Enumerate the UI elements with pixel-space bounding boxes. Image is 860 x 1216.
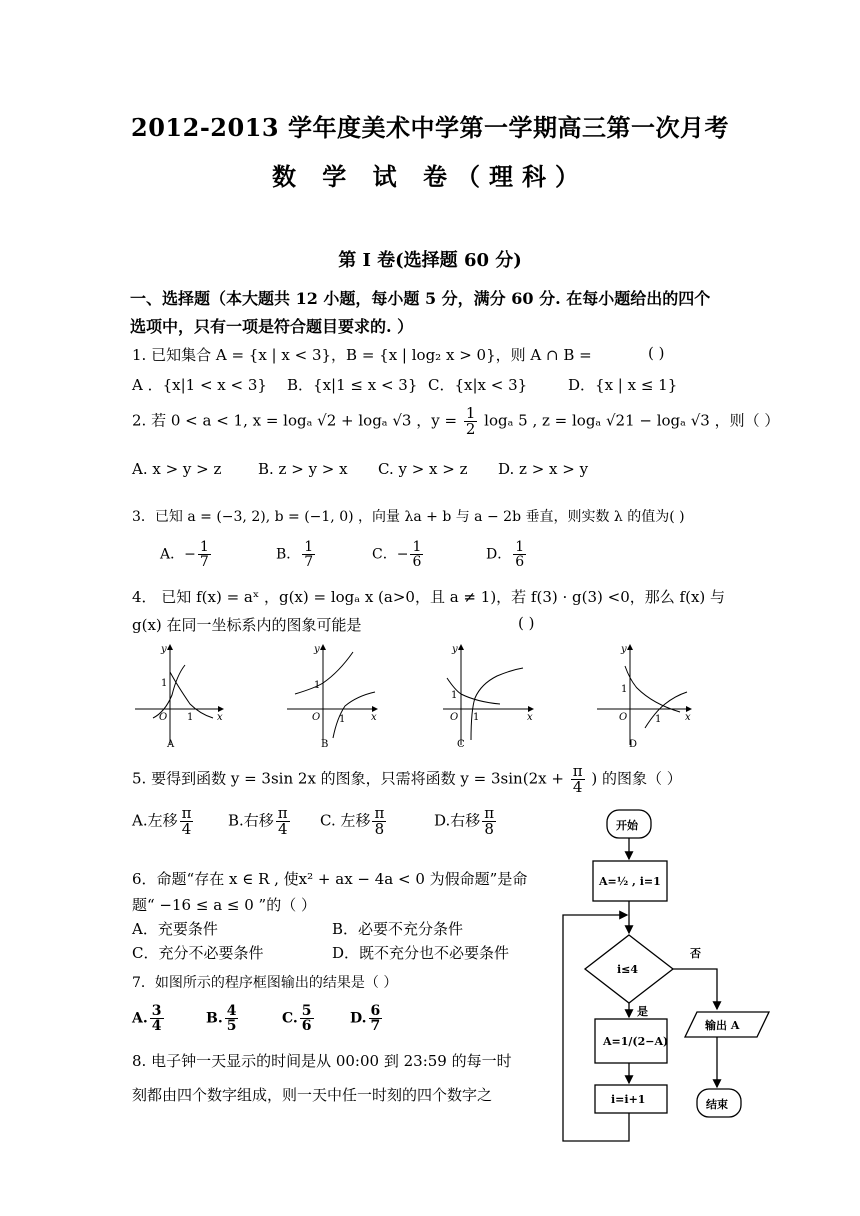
q4-a-x-label: x xyxy=(217,712,223,723)
flowchart-init-label: A=½ , i=1 xyxy=(599,875,661,888)
q3-c-den: 6 xyxy=(412,554,422,570)
flowchart xyxy=(555,805,785,1150)
q7-c-num: 5 xyxy=(301,1003,312,1019)
q2-frac-num: 1 xyxy=(465,404,476,422)
q5-d-num: π xyxy=(484,804,495,822)
q2-option-a: A. x > y > z xyxy=(132,460,222,478)
q7-b-num: 4 xyxy=(226,1003,237,1019)
q4-d-tick-y: 1 xyxy=(621,684,628,695)
q1-option-d: D．{x | x ≤ 1} xyxy=(568,376,678,394)
q4-c-tick-y: 1 xyxy=(451,690,458,701)
q7-d-label: D. xyxy=(350,1010,367,1027)
q3-b-den: 7 xyxy=(304,554,314,570)
q7-a-den: 4 xyxy=(151,1018,162,1034)
flowchart-cond-label: i≤4 xyxy=(617,963,639,976)
q2-option-d: D. z > x > y xyxy=(498,460,589,478)
q5-b-num: π xyxy=(277,804,288,822)
q7-d-num: 6 xyxy=(370,1003,381,1019)
q4-b-tick-x: 1 xyxy=(339,714,346,725)
q5-d-den: 8 xyxy=(484,820,494,838)
q3-c-num: 1 xyxy=(412,539,422,555)
q7-option-b xyxy=(206,1004,240,1033)
q4-c-y-label: y xyxy=(452,644,458,655)
q5-c-label: C. 左移 xyxy=(320,811,371,830)
q4-graph-c xyxy=(443,644,533,750)
q7-c-label: C. xyxy=(282,1010,298,1027)
q4-graph-a xyxy=(135,644,223,750)
q4-b-y-label: y xyxy=(314,644,320,655)
q5-stem-part-a: 5. 要得到函数 y = 3sin 2x 的图象，只需将函数 y = 3sin(2x + xyxy=(132,769,564,788)
q4-graphs xyxy=(125,640,715,754)
q5-fraction xyxy=(571,764,585,795)
q6-line2: 题“ −16 ≤ a ≤ 0 ”的（ ） xyxy=(132,896,316,914)
q7-a-frac xyxy=(150,1004,164,1033)
q7-c-den: 6 xyxy=(301,1018,312,1034)
q4-a-tick-y: 1 xyxy=(161,678,168,689)
q7-option-a xyxy=(132,1004,166,1033)
q3-a-den: 7 xyxy=(199,554,209,570)
q2-option-c: C. y > x > z xyxy=(378,460,468,478)
q7-a-label: A. xyxy=(132,1010,148,1027)
q3-option-a-label: A． xyxy=(160,546,185,563)
q6-option-a: A．充要条件 xyxy=(132,920,218,938)
q4-d-tick-x: 1 xyxy=(655,714,662,725)
q2-stem-part-a: 2. 若 0 < a < 1, x = logₐ √2 + logₐ √3 ，y = xyxy=(132,411,458,430)
q6-option-d: D．既不充分也不必要条件 xyxy=(332,944,510,962)
q4-b-tick-y: 1 xyxy=(314,680,321,691)
q5-b-label: B.右移 xyxy=(228,811,274,830)
q4-c-label: C xyxy=(457,739,465,750)
q8-line1: 8. 电子钟一天显示的时间是从 00:00 到 23:59 的每一时 xyxy=(132,1052,512,1070)
q3-option-a-sign: − xyxy=(184,546,196,563)
q2-frac-den: 2 xyxy=(465,420,476,438)
q5-stem-part-b: ) 的图象（ ） xyxy=(591,769,682,788)
q3-a-num: 1 xyxy=(199,539,209,555)
q5-frac-den: 4 xyxy=(572,778,583,796)
flowchart-incr-label: i=i+1 xyxy=(611,1093,646,1106)
q4-paren: ( ) xyxy=(518,614,535,632)
q3-option-c-label: C． xyxy=(372,546,397,563)
exam-title-line2: 数 学 试 卷（理科） xyxy=(271,162,589,191)
flowchart-no-label: 否 xyxy=(690,947,701,960)
part1-heading-line2: 选项中，只有一项是符合题目要求的. ） xyxy=(130,317,414,336)
q1-stem: 1. 已知集合 A = {x | x < 3}，B = {x | log₂ x > 0}，则 A ∩ B = xyxy=(132,346,592,364)
q4-d-x-label: x xyxy=(685,712,691,723)
q6-line1: 6．命题“存在 x ∈ R , 使x² + ax − 4a < 0 为假命题”是命 xyxy=(132,870,528,888)
flowchart-start-label: 开始 xyxy=(616,819,638,832)
q4-d-origin: O xyxy=(619,712,628,723)
q3-option-d-label: D． xyxy=(486,546,512,563)
q4-c-tick-x: 1 xyxy=(473,712,480,723)
q5-d-frac xyxy=(482,806,496,837)
q4-a-y-label: y xyxy=(161,644,167,655)
q4-b-origin: O xyxy=(312,712,321,723)
flowchart-yes-label: 是 xyxy=(637,1005,648,1018)
q7-b-frac xyxy=(225,1004,239,1033)
q1-option-a: A ．{x|1 < x < 3} xyxy=(132,376,267,394)
q4-b-x-label: x xyxy=(371,712,377,723)
q3-option-c-sign: − xyxy=(396,546,409,563)
q5-b-den: 4 xyxy=(277,820,288,838)
q4-a-tick-x: 1 xyxy=(187,712,194,723)
q5-option-c xyxy=(320,806,388,837)
q2-option-b: B. z > y > x xyxy=(258,460,348,478)
q6-option-b: B．必要不充分条件 xyxy=(332,920,464,938)
q4-c-origin: O xyxy=(450,712,459,723)
q3-option-b xyxy=(276,540,317,569)
q5-a-num: π xyxy=(181,804,192,822)
q3-d-den: 6 xyxy=(515,554,525,570)
flowchart-output-label: 输出 A xyxy=(705,1019,740,1032)
q5-option-a xyxy=(132,806,195,837)
q3-option-c xyxy=(372,540,425,569)
q4-a-origin: O xyxy=(159,712,168,723)
q4-a-label: A xyxy=(167,739,175,750)
q2-stem xyxy=(132,406,779,437)
q4-graph-b xyxy=(287,644,377,750)
q7-option-d xyxy=(350,1004,384,1033)
q5-frac-num: π xyxy=(572,762,583,780)
q3-option-a xyxy=(160,540,213,569)
part1-heading-line1: 一、选择题（本大题共 12 小题，每小题 5 分，满分 60 分. 在每小题给出的四个 xyxy=(130,289,711,308)
q3-option-b-label: B． xyxy=(276,546,301,563)
q7-b-den: 5 xyxy=(226,1018,237,1034)
section-title: 第 I 卷(选择题 60 分) xyxy=(338,250,522,271)
q4-graph-d xyxy=(597,644,691,750)
q5-c-num: π xyxy=(374,804,385,822)
q3-option-d-frac xyxy=(513,540,526,569)
q7-d-den: 7 xyxy=(370,1018,381,1034)
q7-b-label: B. xyxy=(206,1010,223,1027)
q1-option-b: B．{x|1 ≤ x < 3} xyxy=(287,376,418,394)
flowchart-assign-label: A=1/(2−A) xyxy=(603,1035,669,1048)
q5-option-d xyxy=(434,806,498,837)
q1-option-c: C．{x|x < 3} xyxy=(428,376,528,394)
q4-c-x-label: x xyxy=(527,712,533,723)
q7-a-num: 3 xyxy=(151,1003,162,1019)
q3-stem: 3．已知 a = (−3, 2), b = (−1, 0) ，向量 λa + b 与 a − 2b 垂直，则实数 λ 的值为( ) xyxy=(132,509,685,525)
q5-a-frac xyxy=(180,806,194,837)
q5-a-label: A.左移 xyxy=(132,811,178,830)
q3-option-c-frac xyxy=(410,540,423,569)
q2-fraction xyxy=(464,406,478,437)
q5-option-b xyxy=(228,806,292,837)
q7-c-frac xyxy=(300,1004,314,1033)
q7-stem: 7．如图所示的程序框图输出的结果是（ ） xyxy=(132,975,398,991)
q4-line2: g(x) 在同一坐标系内的图象可能是 xyxy=(132,616,362,634)
q2-stem-part-b: logₐ 5 , z = logₐ √21 − logₐ √3 ，则（ ） xyxy=(484,411,780,430)
q6-option-c: C．充分不必要条件 xyxy=(132,944,264,962)
q3-option-b-frac xyxy=(302,540,315,569)
q3-option-a-frac xyxy=(198,540,211,569)
q7-d-frac xyxy=(369,1004,383,1033)
q8-line2: 刻都由四个数字组成，则一天中任一时刻的四个数字之 xyxy=(132,1086,493,1104)
q5-c-den: 8 xyxy=(374,820,385,838)
q7-option-c xyxy=(282,1004,316,1033)
q5-stem xyxy=(132,764,682,795)
q4-b-label: B xyxy=(321,739,329,750)
q5-b-frac xyxy=(276,806,290,837)
flowchart-end-label: 结束 xyxy=(706,1098,728,1111)
q4-d-label: D xyxy=(629,739,638,750)
exam-title-line1: 2012-2013 学年度美术中学第一学期高三第一次月考 xyxy=(131,113,729,142)
q4-line1: 4． 已知 f(x) = aˣ ，g(x) = logₐ x (a>0，且 a ≠ 1)，若 f(3) · g(3) <0，那么 f(x) 与 xyxy=(132,588,726,606)
q5-a-den: 4 xyxy=(181,820,192,838)
q5-c-frac xyxy=(372,806,386,837)
q3-b-num: 1 xyxy=(304,539,314,555)
q3-option-d xyxy=(486,540,528,569)
q5-d-label: D.右移 xyxy=(434,811,481,830)
q4-d-y-label: y xyxy=(621,644,627,655)
q3-d-num: 1 xyxy=(515,539,525,555)
q1-paren: ( ) xyxy=(648,344,665,362)
